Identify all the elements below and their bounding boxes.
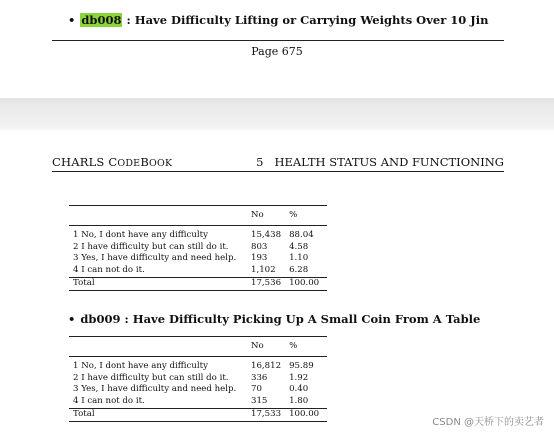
variable-title: Have Difficulty Picking Up A Small Coin From A Table [132,312,481,326]
page-footer-rule [52,40,504,41]
bullet-icon: • [68,312,76,326]
bullet-icon: • [68,13,76,27]
table-row: 4 I can not do it. 1,102 6.28 [73,265,309,276]
running-header-rule [52,171,504,172]
frequency-table-db008 [69,205,327,291]
table-row: 1 No, I dont have any difficulty 15,438 88.04 [73,229,314,240]
running-header-left: CHARLS CODEBOOK [52,155,173,169]
running-header-right: 5 HEALTH STATUS AND FUNCTIONING [256,155,504,169]
heading-separator: : [122,13,135,27]
page-gap [0,98,554,130]
table-total-row: Total 17,533 100.00 [69,408,327,421]
variable-code: db009 [80,312,121,326]
table-row: 3 Yes, I have difficulty and need help. 193 1.10 [73,253,309,264]
variable-code-highlighted[interactable]: db008 [81,13,122,27]
table-header-row: No % [69,337,327,357]
variable-heading-db009 [68,312,480,326]
table-row: 1 No, I dont have any difficulty 16,812 95.89 [73,360,314,371]
watermark: CSDN @天桥下的卖艺者 [432,417,544,428]
heading-separator: : [120,312,133,326]
table-header-row: No % [69,206,327,226]
variable-title: Have Difficulty Lifting or Carrying Weights Over 10 Jin [134,13,489,27]
table-total-row: Total 17,536 100.00 [69,277,327,290]
table-row: 2 I have difficulty but can still do it. 336 1.92 [73,372,309,383]
page-number: Page 675 [251,45,303,58]
table-row: 2 I have difficulty but can still do it. 803 4.58 [73,241,309,252]
table-row: 3 Yes, I have difficulty and need help. 70 0.40 [73,384,309,395]
frequency-table-db009 [69,336,327,422]
variable-heading-db008 [68,13,488,27]
table-row: 4 I can not do it. 315 1.80 [73,396,309,407]
